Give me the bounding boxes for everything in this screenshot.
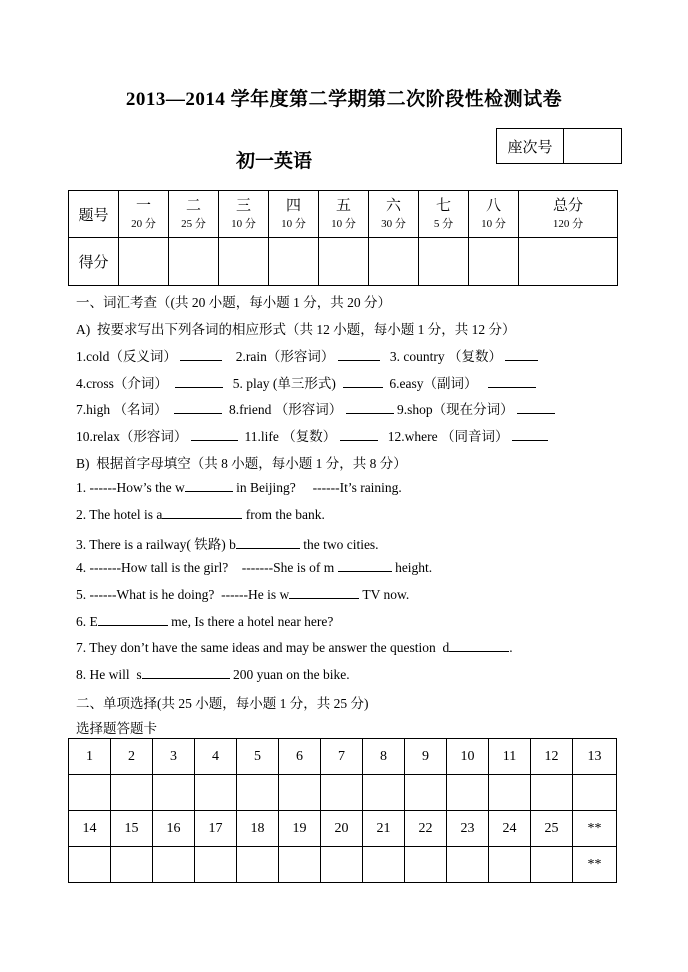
answer-blank[interactable] [236,536,300,549]
score-row-label-score: 得分 [69,238,119,286]
answer-cell[interactable] [405,847,447,883]
answer-number: 19 [279,811,321,847]
answer-blank[interactable] [162,506,242,519]
section1-heading: 一、词汇考查（(共 20 小题，每小题 1 分，共 20 分） [76,295,391,310]
answer-number: 18 [237,811,279,847]
score-col-6: 六 30 分 [369,191,419,238]
answer-blank[interactable] [98,613,168,626]
vocab-row-3: 7.high （名词） 8.friend （形容词） 9.shop（现在分词） [76,398,555,418]
answer-number: 9 [405,739,447,775]
answer-cell[interactable] [195,847,237,883]
answer-cell[interactable] [279,847,321,883]
score-cell[interactable] [369,238,419,286]
section1-partA-heading: A) 按要求写出下列各词的相应形式（共 12 小题，每小题 1 分，共 12 分） [76,322,516,337]
fill-q3: 3. There is a railway( 铁路) b the two cities. [76,537,379,552]
answer-blank[interactable] [449,639,509,652]
score-cell[interactable] [219,238,269,286]
score-col-2: 二 25 分 [169,191,219,238]
answer-card-answers-row [69,847,617,883]
exam-title: 2013—2014 学年度第二学期第二次阶段性检测试卷 [125,89,563,110]
answer-blank[interactable] [142,666,230,679]
score-cell[interactable] [119,238,169,286]
section1-partB-heading: B) 根据首字母填空（共 8 小题，每小题 1 分，共 8 分） [76,456,407,471]
answer-number: 14 [69,811,111,847]
score-cell[interactable] [269,238,319,286]
answer-cell[interactable] [573,775,617,811]
seat-number-box [496,128,622,164]
answer-cell[interactable] [321,847,363,883]
answer-cell[interactable] [111,847,153,883]
score-col-total: 总分 120 分 [519,191,618,238]
answer-card-table [68,738,617,883]
answer-number: 5 [237,739,279,775]
answer-cell-marker: ** [573,847,617,883]
answer-blank[interactable] [338,559,392,572]
answer-cell[interactable] [153,775,195,811]
fill-q7: 7. They don’t have the same ideas and may be answer the question d . [76,640,513,655]
answer-cell[interactable] [195,775,237,811]
fill-q5: 5. ------What is he doing? ------He is w TV now. [76,587,410,602]
answer-cell[interactable] [447,775,489,811]
answer-number: 16 [153,811,195,847]
answer-number: 2 [111,739,153,775]
answer-cell[interactable] [531,847,573,883]
answer-number: 17 [195,811,237,847]
answer-card-answers-row [69,775,617,811]
answer-blank[interactable] [340,428,378,441]
answer-blank[interactable] [174,401,222,414]
answer-card-label: 选择题答题卡 [76,721,157,736]
score-col-4: 四 10 分 [269,191,319,238]
answer-number: 12 [531,739,573,775]
answer-number: 23 [447,811,489,847]
fill-q2: 2. The hotel is a from the bank. [76,507,325,522]
answer-cell[interactable] [69,847,111,883]
fill-q1: 1. ------How’s the w in Beijing? ------It’s raining. [76,480,402,495]
score-col-5: 五 10 分 [319,191,369,238]
score-cell[interactable] [319,238,369,286]
answer-blank[interactable] [175,375,223,388]
answer-cell[interactable] [489,775,531,811]
score-col-8: 八 10 分 [469,191,519,238]
fill-q4: 4. -------How tall is the girl? -------She is of m height. [76,560,433,575]
score-cell-total[interactable] [519,238,618,286]
answer-cell[interactable] [489,847,531,883]
score-cell[interactable] [419,238,469,286]
answer-blank[interactable] [185,479,233,492]
score-cell[interactable] [469,238,519,286]
score-col-7: 七 5 分 [419,191,469,238]
answer-cell[interactable] [363,775,405,811]
answer-number: 3 [153,739,195,775]
seat-number-field[interactable] [564,129,622,164]
seat-number-label: 座次号 [497,129,564,164]
answer-cell[interactable] [279,775,321,811]
answer-cell[interactable] [153,847,195,883]
answer-number: 15 [111,811,153,847]
answer-number: 11 [489,739,531,775]
answer-blank[interactable] [180,348,222,361]
answer-blank[interactable] [191,428,238,441]
answer-number: 1 [69,739,111,775]
answer-cell[interactable] [447,847,489,883]
answer-number: 20 [321,811,363,847]
answer-number: 22 [405,811,447,847]
answer-card-numbers-row [69,811,617,847]
vocab-row-2: 4.cross（介词） 5. play (单三形式) 6.easy（副词） [76,372,536,392]
answer-blank[interactable] [343,375,383,388]
answer-number: 8 [363,739,405,775]
answer-number: 10 [447,739,489,775]
answer-number: 25 [531,811,573,847]
score-col-3: 三 10 分 [219,191,269,238]
section2-heading: 二、单项选择(共 25 小题，每小题 1 分，共 25 分) [76,696,369,711]
vocab-row-1: 1.cold（反义词） 2.rain（形容词） 3. country （复数） [76,345,538,365]
score-col-1: 一 20 分 [119,191,169,238]
answer-number: 13 [573,739,617,775]
answer-number: 4 [195,739,237,775]
fill-q6: 6. E me, Is there a hotel near here? [76,614,334,629]
score-table [68,190,618,286]
answer-cell[interactable] [69,775,111,811]
fill-q8: 8. He will s 200 yuan on the bike. [76,667,350,682]
answer-number: ** [573,811,617,847]
answer-blank[interactable] [346,401,394,414]
answer-number: 7 [321,739,363,775]
answer-number: 6 [279,739,321,775]
answer-cell[interactable] [531,775,573,811]
answer-cell[interactable] [321,775,363,811]
answer-number: 21 [363,811,405,847]
subject-title: 初一英语 [236,151,313,172]
answer-cell[interactable] [111,775,153,811]
answer-cell[interactable] [405,775,447,811]
score-cell[interactable] [169,238,219,286]
answer-cell[interactable] [237,775,279,811]
vocab-row-4: 10.relax（形容词） 11.life （复数） 12.where （同音词） [76,425,548,445]
answer-blank[interactable] [289,586,359,599]
answer-blank[interactable] [517,401,555,414]
answer-cell[interactable] [363,847,405,883]
answer-cell[interactable] [237,847,279,883]
answer-blank[interactable] [488,375,536,388]
answer-blank[interactable] [512,428,548,441]
score-row-label-question: 题号 [69,191,119,238]
answer-blank[interactable] [338,348,380,361]
answer-card-numbers-row [69,739,617,775]
answer-number: 24 [489,811,531,847]
answer-blank[interactable] [505,348,538,361]
